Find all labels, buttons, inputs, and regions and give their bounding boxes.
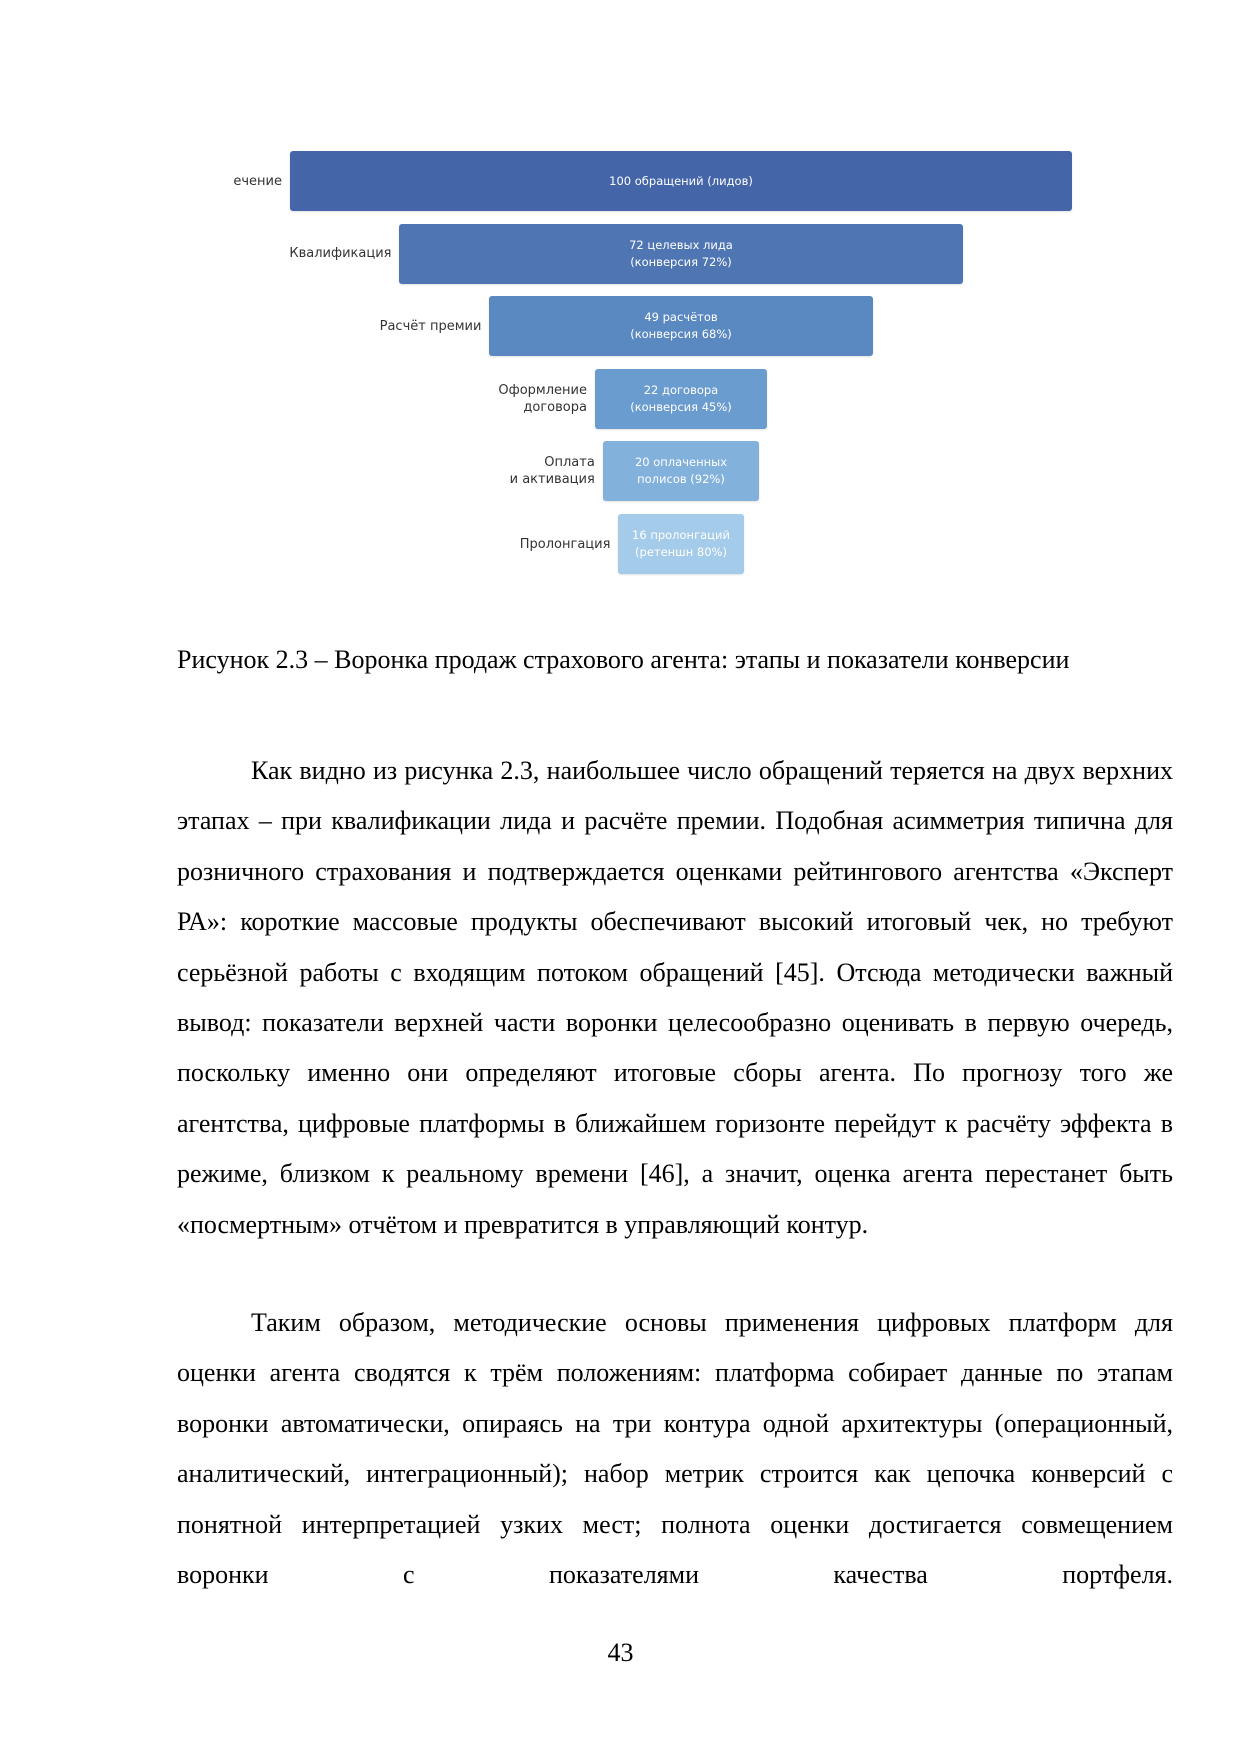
body-paragraph: Таким образом, методические основы применения цифровых платформ для оценки агента сводятся к трём положениям: платформа собирает данные по этапам воронки автоматически, опираясь на три контура одной архитектуры (операционный, аналитический, интеграционный); набор метрик строится как цепочка конверсий с понятной интерпретацией узких мест; полнота оценки достигается совмещением воронки с показателями качества портфеля. bbox=[177, 1308, 1173, 1590]
funnel-stage-label: Оплата и активация bbox=[509, 455, 595, 488]
funnel-stage-label: Расчёт премии bbox=[379, 318, 482, 334]
funnel-bar: 100 обращений (лидов) bbox=[290, 151, 1072, 211]
figure-caption: Рисунок 2.3 – Воронка продаж страхового агента: этапы и показатели конверсии bbox=[177, 645, 1070, 674]
funnel-stage-label: ечение bbox=[233, 173, 282, 189]
funnel-bar: 22 договора (конверсия 45%) bbox=[595, 369, 767, 429]
funnel-bar: 49 расчётов (конверсия 68%) bbox=[489, 296, 872, 356]
page-number: 43 bbox=[607, 1638, 634, 1667]
funnel-bar: 20 оплаченных полисов (92%) bbox=[603, 441, 759, 501]
funnel-stage-label: Квалификация bbox=[289, 246, 392, 262]
funnel-bar: 72 целевых лида (конверсия 72%) bbox=[399, 224, 962, 284]
funnel-stage-label: Оформление договора bbox=[498, 382, 587, 415]
funnel-stage-label: Пролонгация bbox=[519, 536, 611, 552]
sales-funnel-figure bbox=[0, 0, 1241, 600]
funnel-bar: 16 пролонгаций (ретеншн 80%) bbox=[618, 514, 743, 574]
body-paragraph: Как видно из рисунка 2.3, наибольшее число обращений теряется на двух верхних этапах – при квалификации лида и расчёте премии. Подобная асимметрия типична для розничного страхования и подтверждается оценками рейтингового агентства «Эксперт РА»: короткие массовые продукты обеспечивают высокий итоговый чек, но требуют серьёзной работы с входящим потоком обращений [45]. Отсюда методически важный вывод: показатели верхней части воронки целесообразно оценивать в первую очередь, поскольку именно они определяют итоговые сборы агента. По прогнозу того же агентства, цифровые платформы в ближайшем горизонте перейдут к расчёту эффекта в режиме, близком к реальному времени [46], а значит, оценка агента перестанет быть «посмертным» отчётом и превратится в управляющий контур. bbox=[177, 756, 1173, 1239]
